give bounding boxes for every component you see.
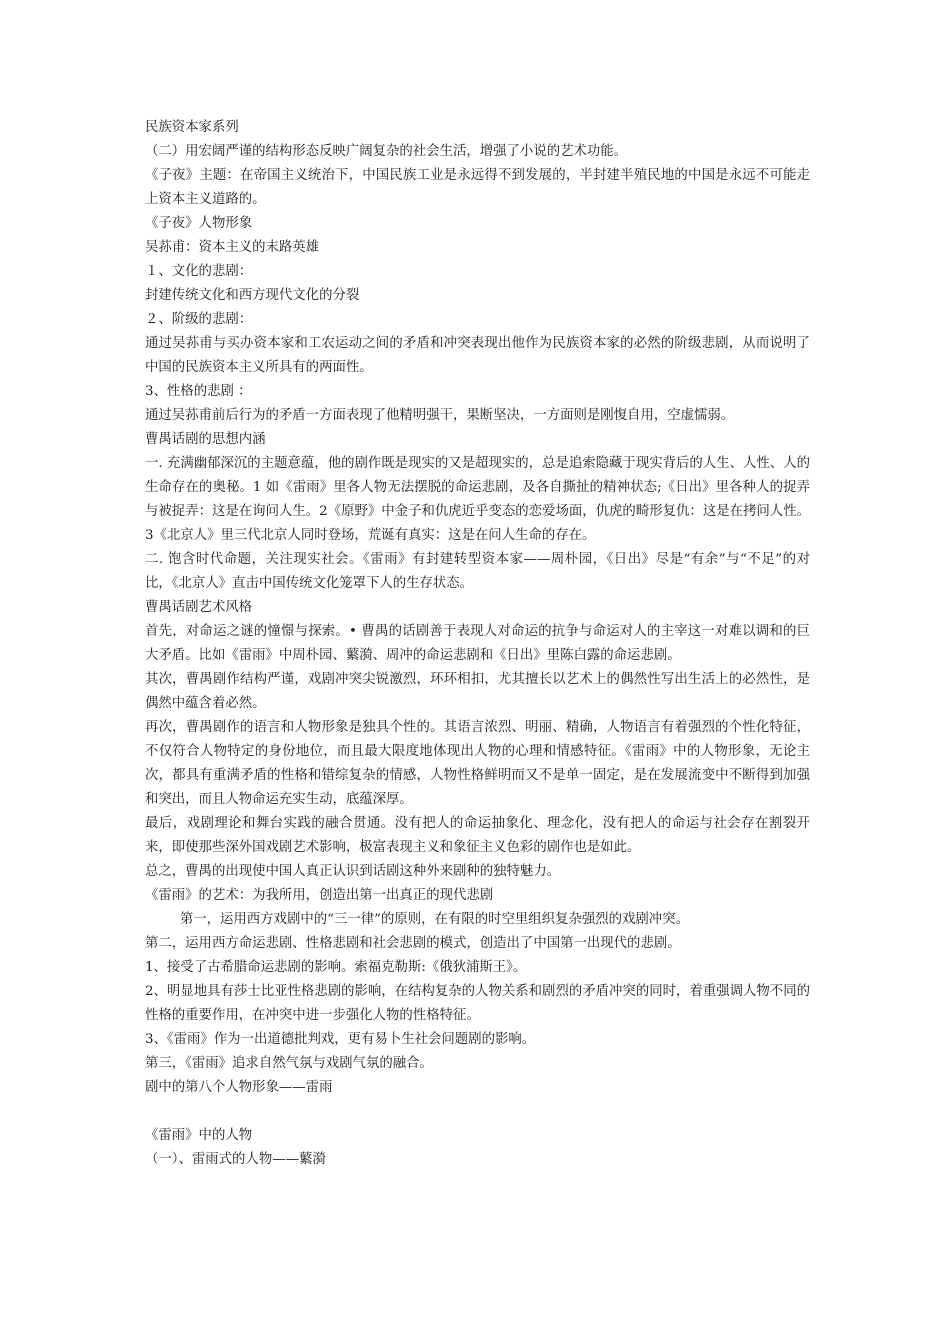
paragraph-ziye-theme: 《子夜》主题：在帝国主义统治下，中国民族工业是永远得不到发展的，半封建半殖民地的中国是永远不可能走上资本主义道路的。 bbox=[145, 168, 810, 207]
paragraph-style-first: 首先，对命运之谜的憧憬与探索。• 曹禺的话剧善于表现人对命运的抗争与命运对人的主宰这一对难以调和的巨大矛盾。比如《雷雨》中周朴园、蘩漪、周冲的命运悲剧和《日出》里陈白露的命运悲剧。 bbox=[145, 624, 810, 663]
item-cultural-tragedy: １、文化的悲剧： bbox=[145, 264, 253, 279]
heading-cao-yu-thought: 曹禺话剧的思想内涵 bbox=[145, 432, 266, 447]
paragraph-theme-one: 一. 充满幽郁深沉的主题意蕴，他的剧作既是现实的又是超现实的，总是追索隐藏于现实背后的人生、人性、人的生命存在的奥秘。1 如《雷雨》里各人物无法摆脱的命运悲剧，及各自撕扯的精神状态;《日出》里各种人的捉弄与被捉弄：这是在询问人生。2《原野》中金子和仇虎近乎变态的恋爱场面，仇虎的畸形复仇：这是在拷问人性。3《北京人》里三代北京人同时登场，荒诞有真实：这是在问人生命的存在。 bbox=[145, 456, 810, 543]
series-heading: 民族资本家系列 bbox=[145, 120, 239, 135]
paragraph-theme-two: 二. 饱含时代命题，关注现实社会。《雷雨》有封建转型资本家——周朴园，《日出》尽是“有余”与“不足”的对比，《北京人》直击中国传统文化笼罩下人的生存状态。 bbox=[145, 552, 810, 591]
heading-leiyu-characters: 《雷雨》中的人物 bbox=[145, 1128, 253, 1143]
paragraph-cultural-split: 封建传统文化和西方现代文化的分裂 bbox=[145, 288, 360, 303]
item-fanyi: （一）、雷雨式的人物——蘩漪 bbox=[145, 1152, 326, 1167]
heading-leiyu-art: 《雷雨》的艺术：为我所用，创造出第一出真正的现代悲剧 bbox=[145, 888, 494, 903]
item-character-tragedy: 3、性格的悲剧 ： bbox=[145, 384, 252, 399]
paragraph-style-second: 其次，曹禺剧作结构严谨，戏剧冲突尖锐激烈，环环相扣，尤其擅长以艺术上的偶然性写出生活上的必然性，是偶然中蕴含着必然。 bbox=[145, 672, 810, 711]
paragraph-eighth-character: 剧中的第八个人物形象——雷雨 bbox=[145, 1080, 333, 1095]
paragraph-character-tragedy: 通过吴荪甫前后行为的矛盾一方面表现了他精明强干，果断坚决，一方面则是刚愎自用，空虚懦弱。 bbox=[145, 408, 735, 423]
heading-cao-yu-style: 曹禺话剧艺术风格 bbox=[145, 600, 253, 615]
paragraph-art-third: 第三，《雷雨》追求自然气氛与戏剧气氛的融合。 bbox=[145, 1056, 433, 1071]
paragraph-art-second: 第二，运用西方命运悲剧、性格悲剧和社会悲剧的模式，创造出了中国第一出现代的悲剧。 bbox=[145, 936, 681, 951]
paragraph-summary: 总之，曹禺的出现使中国人真正认识到话剧这种外来剧种的独特魅力。 bbox=[145, 864, 561, 879]
heading-wu-sunfu: 吴荪甫：资本主义的末路英雄 bbox=[145, 240, 320, 255]
heading-ziye-characters: 《子夜》人物形象 bbox=[145, 216, 253, 231]
blank-line bbox=[145, 1100, 810, 1124]
item-class-tragedy: ２、阶级的悲剧： bbox=[145, 312, 253, 327]
item-shakespeare-influence: 2、明显地具有莎士比亚性格悲剧的影响，在结构复杂的人物关系和剧烈的矛盾冲突的同时，着重强调人物不同的性格的重要作用，在冲突中进一步强化人物的性格特征。 bbox=[145, 984, 810, 1023]
item-greek-influence: 1、接受了古希腊命运悲剧的影响。索福克勒斯:《俄狄浦斯王》。 bbox=[145, 960, 527, 975]
paragraph-class-tragedy: 通过吴荪甫与买办资本家和工农运动之间的矛盾和冲突表现出他作为民族资本家的必然的阶级悲剧，从而说明了中国的民族资本主义所具有的两面性。 bbox=[145, 336, 810, 375]
paragraph-structure: （二）用宏阔严谨的结构形态反映广阔复杂的社会生活，增强了小说的艺术功能。 bbox=[145, 144, 628, 159]
paragraph-style-last: 最后，戏剧理论和舞台实践的融合贯通。没有把人的命运抽象化、理念化，没有把人的命运与社会存在割裂开来，即使那些深外国戏剧艺术影响，极富表现主义和象征主义色彩的剧作也是如此。 bbox=[145, 816, 810, 855]
paragraph-style-third: 再次，曹禺剧作的语言和人物形象是独具个性的。其语言浓烈、明丽、精确，人物语言有着强烈的个性化特征，不仅符合人物特定的身份地位，而且最大限度地体现出人物的心理和情感特征。《雷雨》中的人物形象，无论主次，都具有重满矛盾的性格和错综复杂的情感，人物性格鲜明而又不是单一固定，是在发展流变中不断得到加强和突出，而且人物命运充实生动，底蕴深厚。 bbox=[145, 720, 810, 807]
paragraph-art-first: 第一，运用西方戏剧中的“三一律”的原则，在有限的时空里组织复杂强烈的戏剧冲突。 bbox=[179, 912, 689, 927]
item-ibsen-influence: 3、《雷雨》作为一出道德批判戏，更有易卜生社会问题剧的影响。 bbox=[145, 1032, 536, 1047]
document-page bbox=[145, 116, 810, 1172]
